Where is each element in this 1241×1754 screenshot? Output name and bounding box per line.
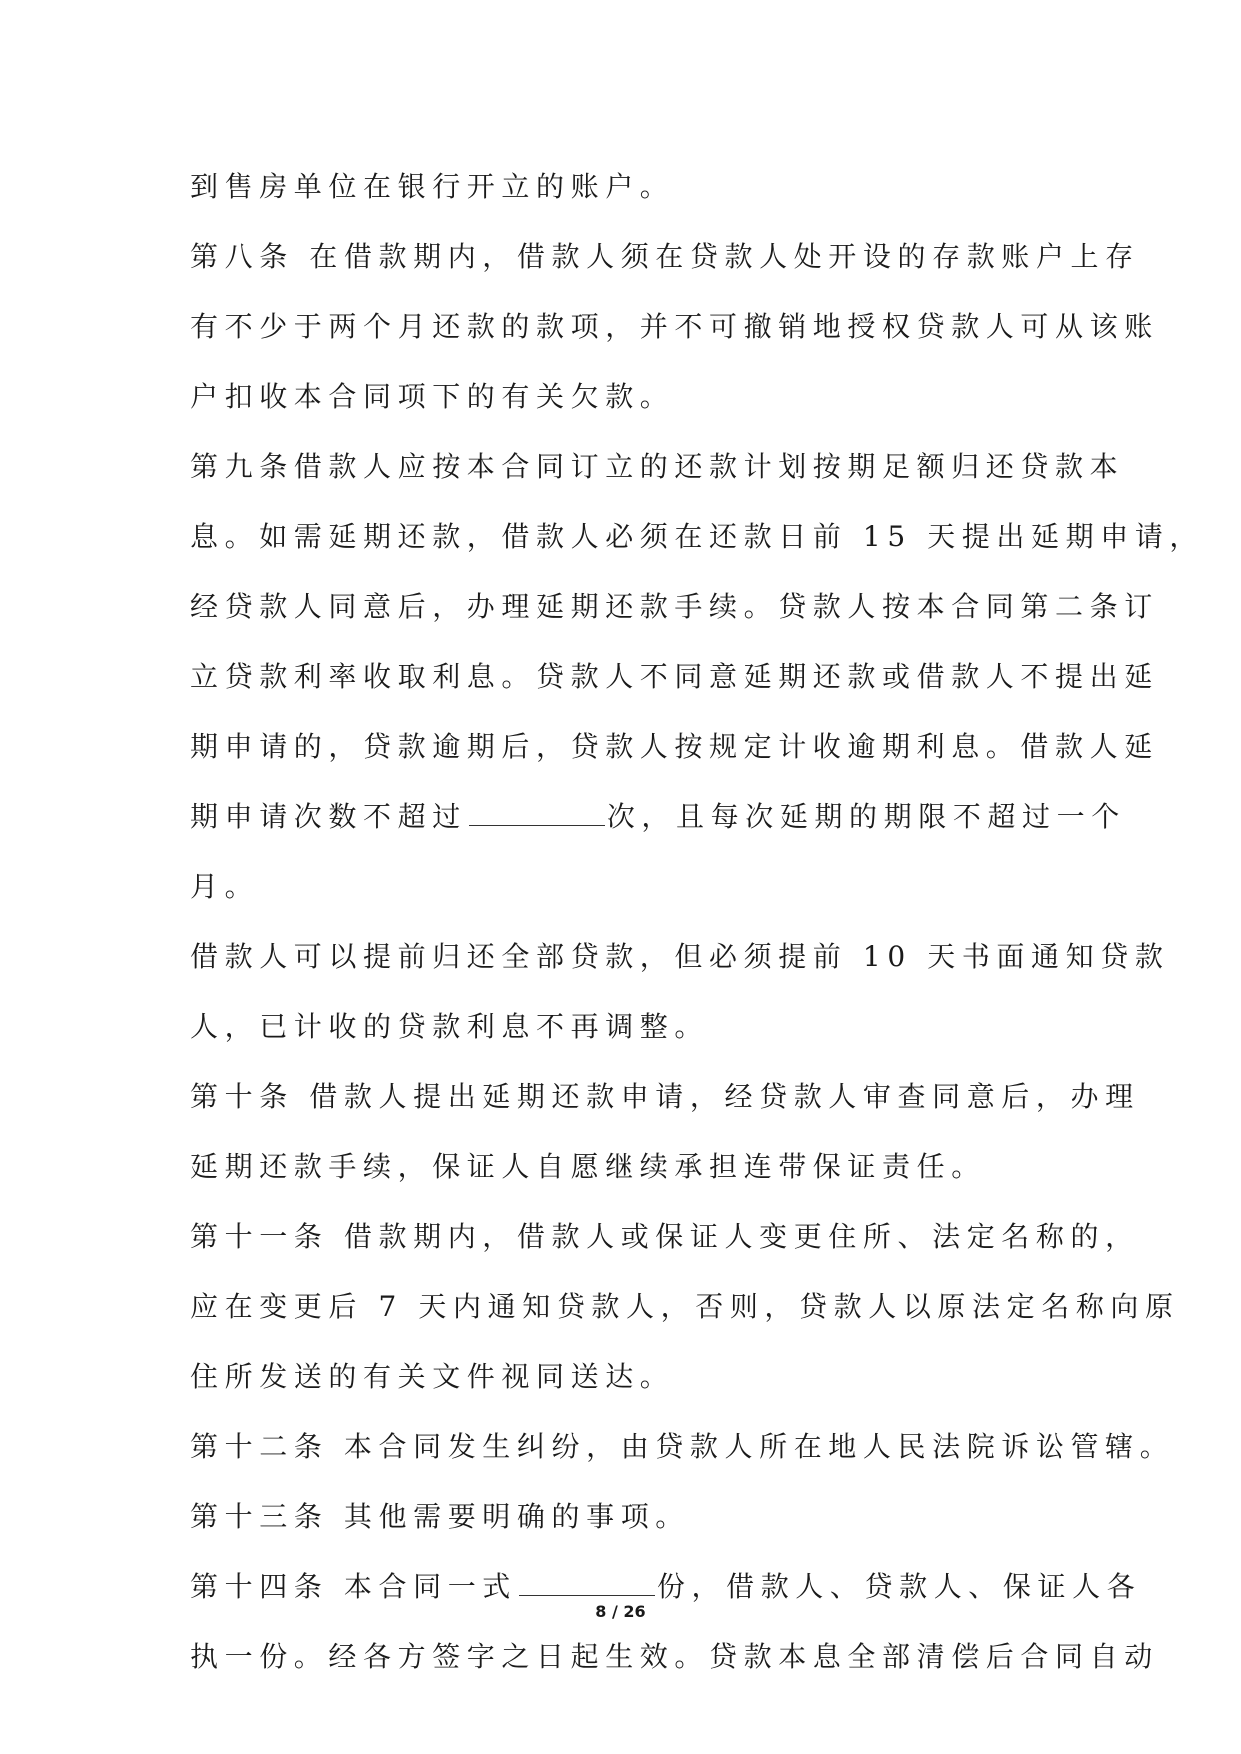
text-line: 第十一条 借款期内，借款人或保证人变更住所、法定名称的， — [190, 1220, 1140, 1253]
text-line: 应在变更后 7 天内通知贷款人，否则，贷款人以原法定名称向原 — [190, 1290, 1180, 1323]
fill-in-blank — [469, 803, 605, 826]
page-number: 8 / 26 — [595, 1602, 646, 1621]
text-line: 第十二条 本合同发生纠纷，由贷款人所在地人民法院诉讼管辖。 — [190, 1430, 1175, 1463]
text-line: 执一份。经各方签字之日起生效。贷款本息全部清偿后合同自动 — [190, 1640, 1159, 1673]
text-segment: 次，且每次延期的期限不超过一个 — [606, 800, 1126, 833]
text-line: 第十条 借款人提出延期还款申请，经贷款人审查同意后，办理 — [190, 1080, 1140, 1113]
text-line: 第十三条 其他需要明确的事项。 — [190, 1500, 690, 1533]
text-line: 延期还款手续，保证人自愿继续承担连带保证责任。 — [190, 1150, 986, 1183]
document-body — [190, 152, 1205, 1692]
text-line: 人，已计收的贷款利息不再调整。 — [190, 1010, 710, 1043]
text-line: 有不少于两个月还款的款项，并不可撤销地授权贷款人可从该账 — [190, 310, 1159, 343]
text-line: 到售房单位在银行开立的账户。 — [190, 170, 675, 203]
text-segment: 第十四条 本合同一式 — [190, 1570, 517, 1603]
text-line: 第九条借款人应按本合同订立的还款计划按期足额归还贷款本 — [190, 450, 1125, 483]
text-line: 户扣收本合同项下的有关欠款。 — [190, 380, 675, 413]
text-line: 息。如需延期还款，借款人必须在还款日前 15 天提出延期申请， — [190, 520, 1205, 553]
text-line: 第八条 在借款期内，借款人须在贷款人处开设的存款账户上存 — [190, 240, 1140, 273]
fill-in-blank — [519, 1573, 655, 1596]
text-line: 期申请的，贷款逾期后，贷款人按规定计收逾期利息。借款人延 — [190, 730, 1159, 763]
text-segment: 份，借款人、贷款人、保证人各 — [656, 1570, 1142, 1603]
text-line: 住所发送的有关文件视同送达。 — [190, 1360, 675, 1393]
text-segment: 期申请次数不超过 — [190, 800, 467, 833]
text-line-with-blank — [190, 782, 1126, 852]
text-line: 经贷款人同意后，办理延期还款手续。贷款人按本合同第二条订 — [190, 590, 1159, 623]
text-line: 立贷款利率收取利息。贷款人不同意延期还款或借款人不提出延 — [190, 660, 1159, 693]
text-line: 借款人可以提前归还全部贷款，但必须提前 10 天书面通知贷款 — [190, 940, 1170, 973]
text-line: 月。 — [190, 870, 260, 903]
